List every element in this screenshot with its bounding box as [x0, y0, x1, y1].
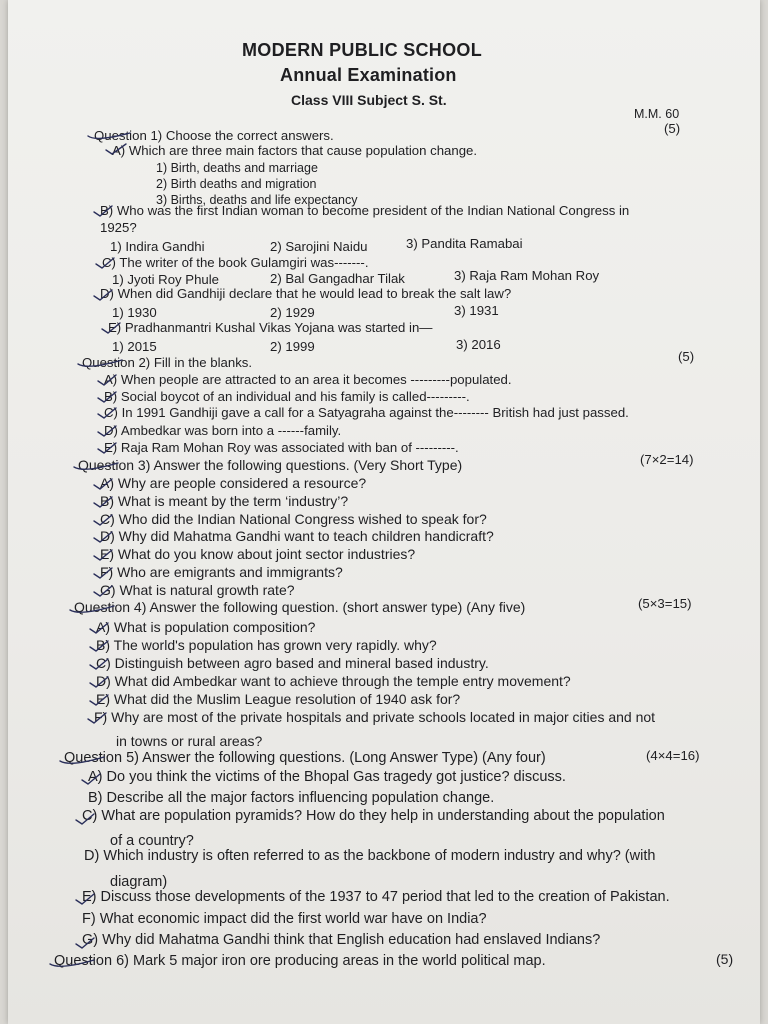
q2-item-a: A) When people are attracted to an area it becomes ---------populated.	[104, 372, 512, 387]
q5-item-b: B) Describe all the major factors influencing population change.	[88, 790, 495, 806]
q4-item-b: B) The world's population has grown very rapidly. why?	[96, 637, 437, 653]
q2-item-e: E) Raja Ram Mohan Roy was associated with ban of ---------.	[104, 440, 459, 455]
question-6-marks: (5)	[716, 951, 734, 967]
q1-e-option-2: 2) 1999	[270, 339, 315, 354]
question-4-title: Question 4) Answer the following question. (short answer type) (Any five)	[74, 599, 526, 615]
q2-item-d: D) Ambedkar was born into a ------family.	[104, 423, 342, 438]
q3-item-e: E) What do you know about joint sector industries?	[100, 546, 416, 562]
q5-item-a: A) Do you think the victims of the Bhopal Gas tragedy got justice? discuss.	[88, 769, 566, 785]
q4-item-d: D) What did Ambedkar want to achieve through the temple entry movement?	[96, 673, 571, 689]
question-2-marks: (5)	[678, 349, 695, 364]
q5-item-d: D) Which industry is often referred to as the backbone of modern industry and why? (with	[84, 848, 656, 864]
q1-c-option-3: 3) Raja Ram Mohan Roy	[454, 268, 600, 283]
q4-item-e: E) What did the Muslim League resolution of 1940 ask for?	[96, 691, 461, 707]
q2-item-b: B) Social boycot of an individual and his family is called---------.	[104, 389, 470, 404]
q1-a-option-2: 2) Birth deaths and migration	[156, 177, 317, 191]
q1-item-b-cont: 1925?	[100, 220, 137, 235]
q1-item-b: B) Who was the first Indian woman to become president of the Indian National Congress in	[100, 203, 630, 218]
q4-item-a: A) What is population composition?	[96, 619, 316, 635]
q1-item-c: C) The writer of the book Gulamgiri was-------.	[102, 255, 369, 270]
question-4-marks: (5×3=15)	[638, 596, 692, 611]
q5-item-g: G) Why did Mahatma Gandhi think that English education had enslaved Indians?	[82, 932, 601, 948]
q1-a-option-3: 3) Births, deaths and life expectancy	[156, 193, 358, 207]
q1-c-option-2: 2) Bal Gangadhar Tilak	[270, 271, 405, 286]
q1-b-option-1: 1) Indira Gandhi	[110, 239, 205, 254]
q5-item-c-cont: of a country?	[110, 833, 194, 849]
q3-item-c: C) Who did the Indian National Congress wished to speak for?	[100, 511, 487, 527]
q5-item-f: F) What economic impact did the first world war have on India?	[82, 911, 487, 927]
question-2-title: Question 2) Fill in the blanks.	[82, 355, 253, 370]
q5-item-d-cont: diagram)	[110, 874, 168, 890]
question-1-marks: (5)	[664, 121, 681, 136]
q5-item-c: C) What are population pyramids? How do they help in understanding about the population	[82, 808, 665, 824]
question-3-title: Question 3) Answer the following questions. (Very Short Type)	[78, 457, 463, 473]
exam-paper	[8, 0, 760, 1024]
q3-item-a: A) Why are people considered a resource?	[100, 475, 367, 491]
max-marks: M.M. 60	[634, 107, 680, 121]
q1-b-option-3: 3) Pandita Ramabai	[406, 236, 523, 251]
q4-item-f: F) Why are most of the private hospitals and private schools located in major cities and not	[94, 709, 656, 725]
q1-e-option-3: 3) 2016	[456, 337, 501, 352]
question-3-marks: (7×2=14)	[640, 452, 694, 467]
q1-b-option-2: 2) Sarojini Naidu	[270, 239, 368, 254]
question-1-title: Question 1) Choose the correct answers.	[94, 128, 334, 143]
q1-item-a: A) Which are three main factors that cause population change.	[112, 143, 478, 158]
q1-d-option-2: 2) 1929	[270, 305, 315, 320]
q1-c-option-1: 1) Jyoti Roy Phule	[112, 272, 220, 287]
q3-item-g: G) What is natural growth rate?	[100, 582, 295, 598]
q3-item-b: B) What is meant by the term ‘industry’?	[100, 493, 349, 509]
q1-a-option-1: 1) Birth, deaths and marriage	[156, 161, 318, 175]
q3-item-f: F) Who are emigrants and immigrants?	[100, 564, 343, 580]
question-5-marks: (4×4=16)	[646, 748, 700, 763]
q1-d-option-1: 1) 1930	[112, 305, 157, 320]
q2-item-c: C) In 1991 Gandhiji gave a call for a Satyagraha against the-------- British had just passed.	[104, 405, 629, 420]
exam-title: Annual Examination	[280, 65, 457, 85]
question-6-title: Question 6) Mark 5 major iron ore producing areas in the world political map.	[54, 953, 546, 969]
school-name: MODERN PUBLIC SCHOOL	[242, 40, 482, 60]
q3-item-d: D) Why did Mahatma Gandhi want to teach children handicraft?	[100, 528, 494, 544]
question-5-title: Question 5) Answer the following questions. (Long Answer Type) (Any four)	[64, 750, 546, 766]
q1-d-option-3: 3) 1931	[454, 303, 499, 318]
q1-e-option-1: 1) 2015	[112, 339, 157, 354]
q5-item-e: E) Discuss those developments of the 1937 to 47 period that led to the creation of Pakistan.	[82, 889, 670, 905]
q4-item-c: C) Distinguish between agro based and mineral based industry.	[96, 655, 489, 671]
q1-item-d: D) When did Gandhiji declare that he would lead to break the salt law?	[100, 286, 512, 301]
q1-item-e: E) Pradhanmantri Kushal Vikas Yojana was started in—	[108, 320, 433, 335]
q4-item-f-cont: in towns or rural areas?	[116, 733, 263, 749]
class-subject: Class VIII Subject S. St.	[291, 92, 447, 108]
